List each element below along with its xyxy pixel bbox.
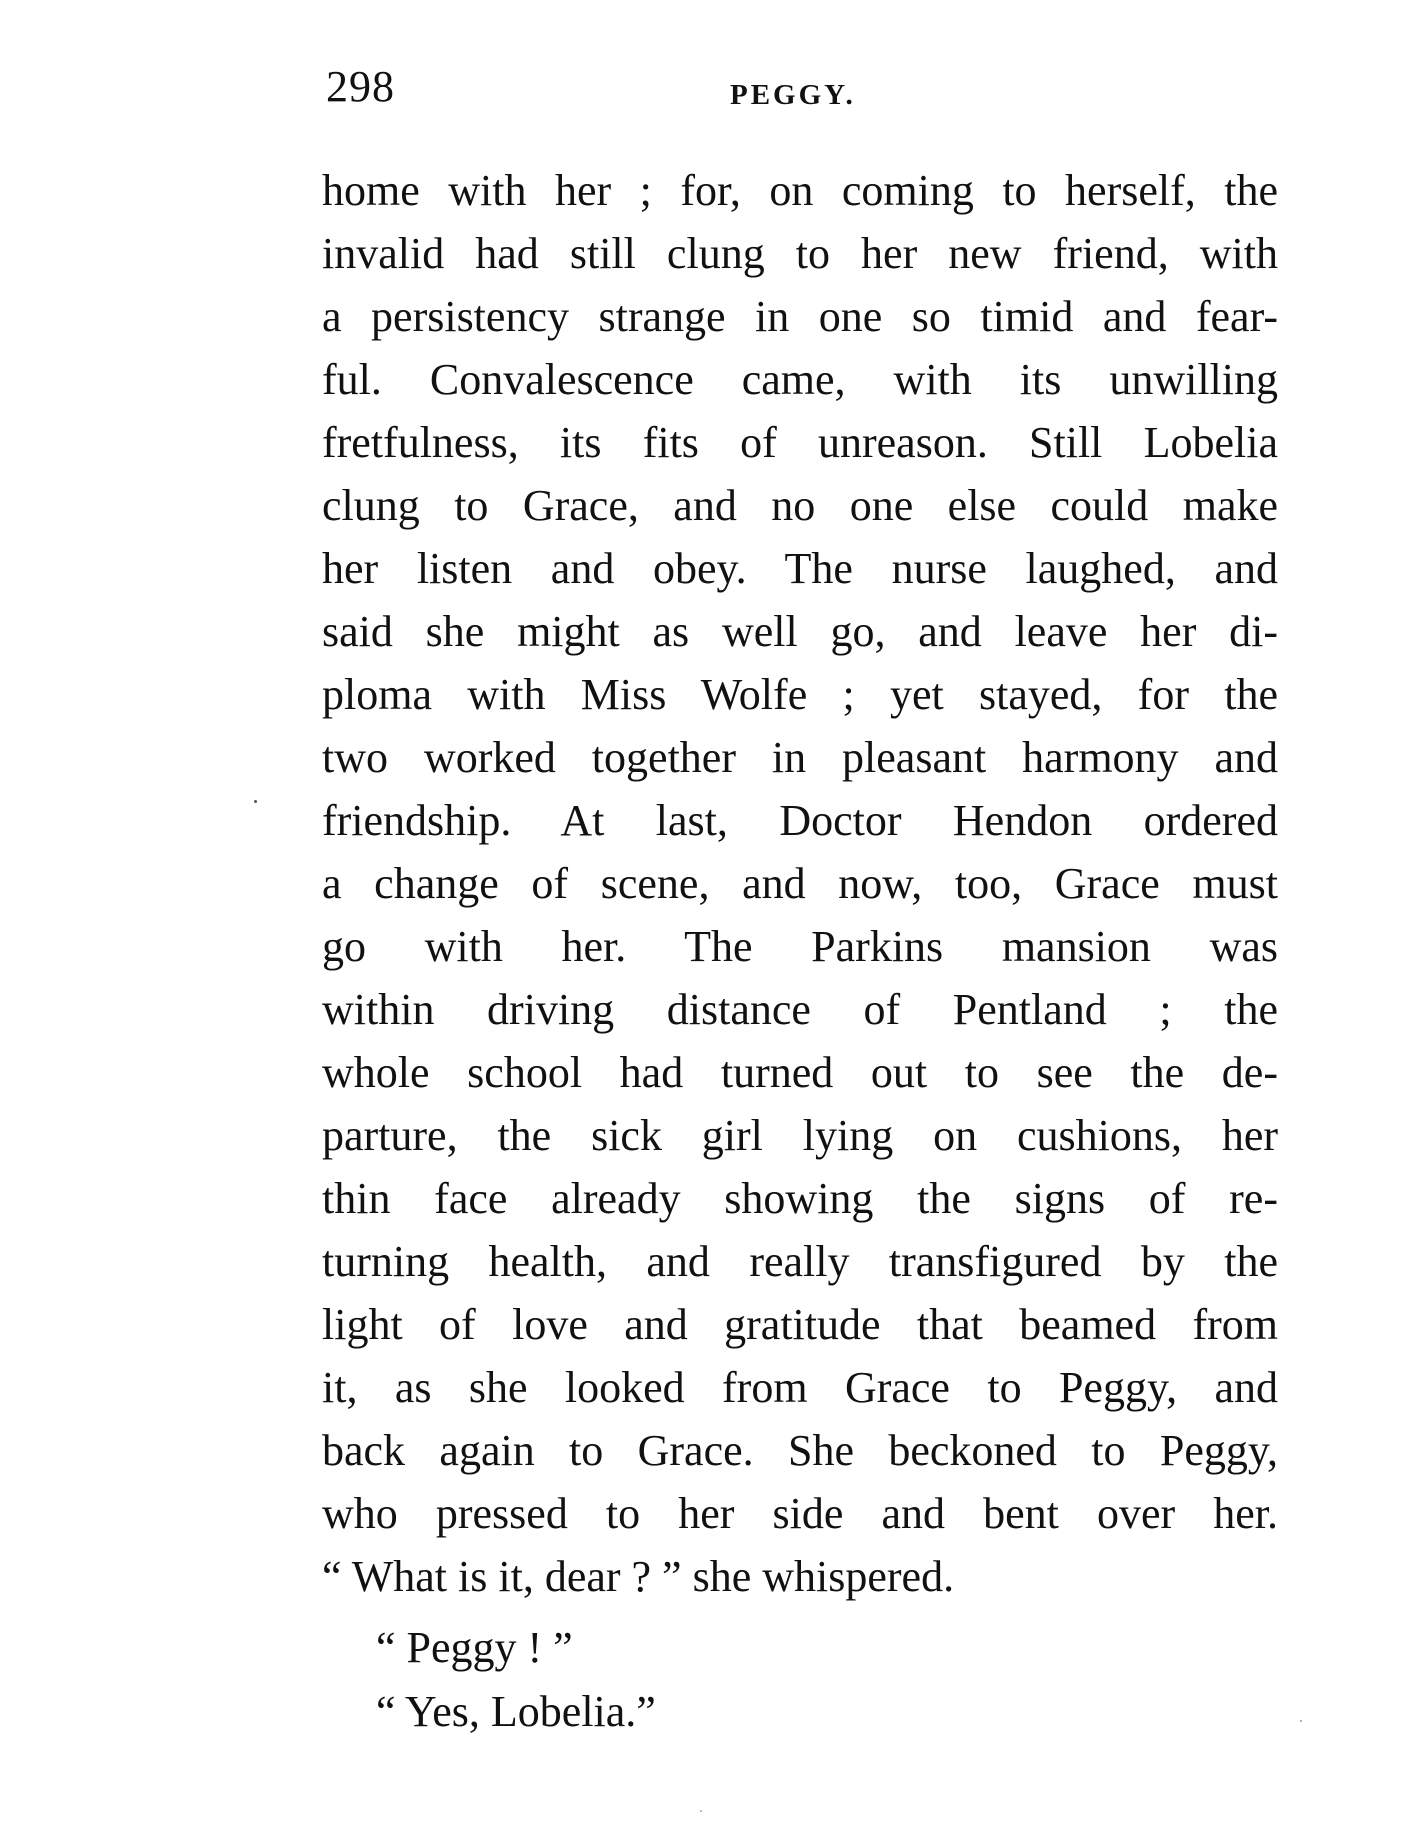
text-line: it, as she looked from Grace to Peggy, and bbox=[322, 1363, 1278, 1412]
text-line: fretfulness, its fits of unreason. Still Lobelia bbox=[322, 418, 1278, 467]
text-line: turning health, and really transfigured by the bbox=[322, 1237, 1278, 1286]
page-number: 298 bbox=[326, 62, 395, 111]
text-line: parture, the sick girl lying on cushions, her bbox=[322, 1111, 1278, 1160]
text-line: clung to Grace, and no one else could make bbox=[322, 481, 1278, 530]
running-title: PEGGY. bbox=[730, 79, 856, 111]
text-line: go with her. The Parkins mansion was bbox=[322, 922, 1278, 971]
text-line: ful. Convalescence came, with its unwilling bbox=[322, 355, 1278, 404]
text-line: two worked together in pleasant harmony and bbox=[322, 733, 1278, 782]
text-line: home with her ; for, on coming to herself, the bbox=[322, 166, 1278, 215]
text-line: invalid had still clung to her new friend, with bbox=[322, 229, 1278, 278]
text-line: back again to Grace. She beckoned to Peggy, bbox=[322, 1426, 1278, 1475]
text-line: a persistency strange in one so timid and fear- bbox=[322, 292, 1278, 341]
scan-speck bbox=[700, 1810, 702, 1812]
text-line: a change of scene, and now, too, Grace must bbox=[322, 859, 1278, 908]
dialogue-text: “ Peggy ! ” bbox=[376, 1623, 573, 1672]
text-line: whole school had turned out to see the de- bbox=[322, 1048, 1278, 1097]
dialogue-text: “ Yes, Lobelia.” bbox=[376, 1687, 656, 1736]
scan-speck bbox=[254, 800, 257, 803]
text-line: friendship. At last, Doctor Hendon ordered bbox=[322, 796, 1278, 845]
text-line: thin face already showing the signs of re- bbox=[322, 1174, 1278, 1223]
text-line: her listen and obey. The nurse laughed, and bbox=[322, 544, 1278, 593]
text-line: light of love and gratitude that beamed from bbox=[322, 1300, 1278, 1349]
dialogue-line bbox=[376, 1680, 1276, 1743]
scan-speck bbox=[1300, 1720, 1302, 1722]
text-line: within driving distance of Pentland ; the bbox=[322, 985, 1278, 1034]
dialogue-line bbox=[376, 1616, 1276, 1679]
text-line: “ What is it, dear ? ” she whispered. bbox=[322, 1552, 955, 1601]
text-line: who pressed to her side and bent over her. bbox=[322, 1489, 1278, 1538]
body-paragraph bbox=[322, 159, 1278, 1608]
text-line: ploma with Miss Wolfe ; yet stayed, for the bbox=[322, 670, 1278, 719]
text-line: said she might as well go, and leave her di- bbox=[322, 607, 1278, 656]
